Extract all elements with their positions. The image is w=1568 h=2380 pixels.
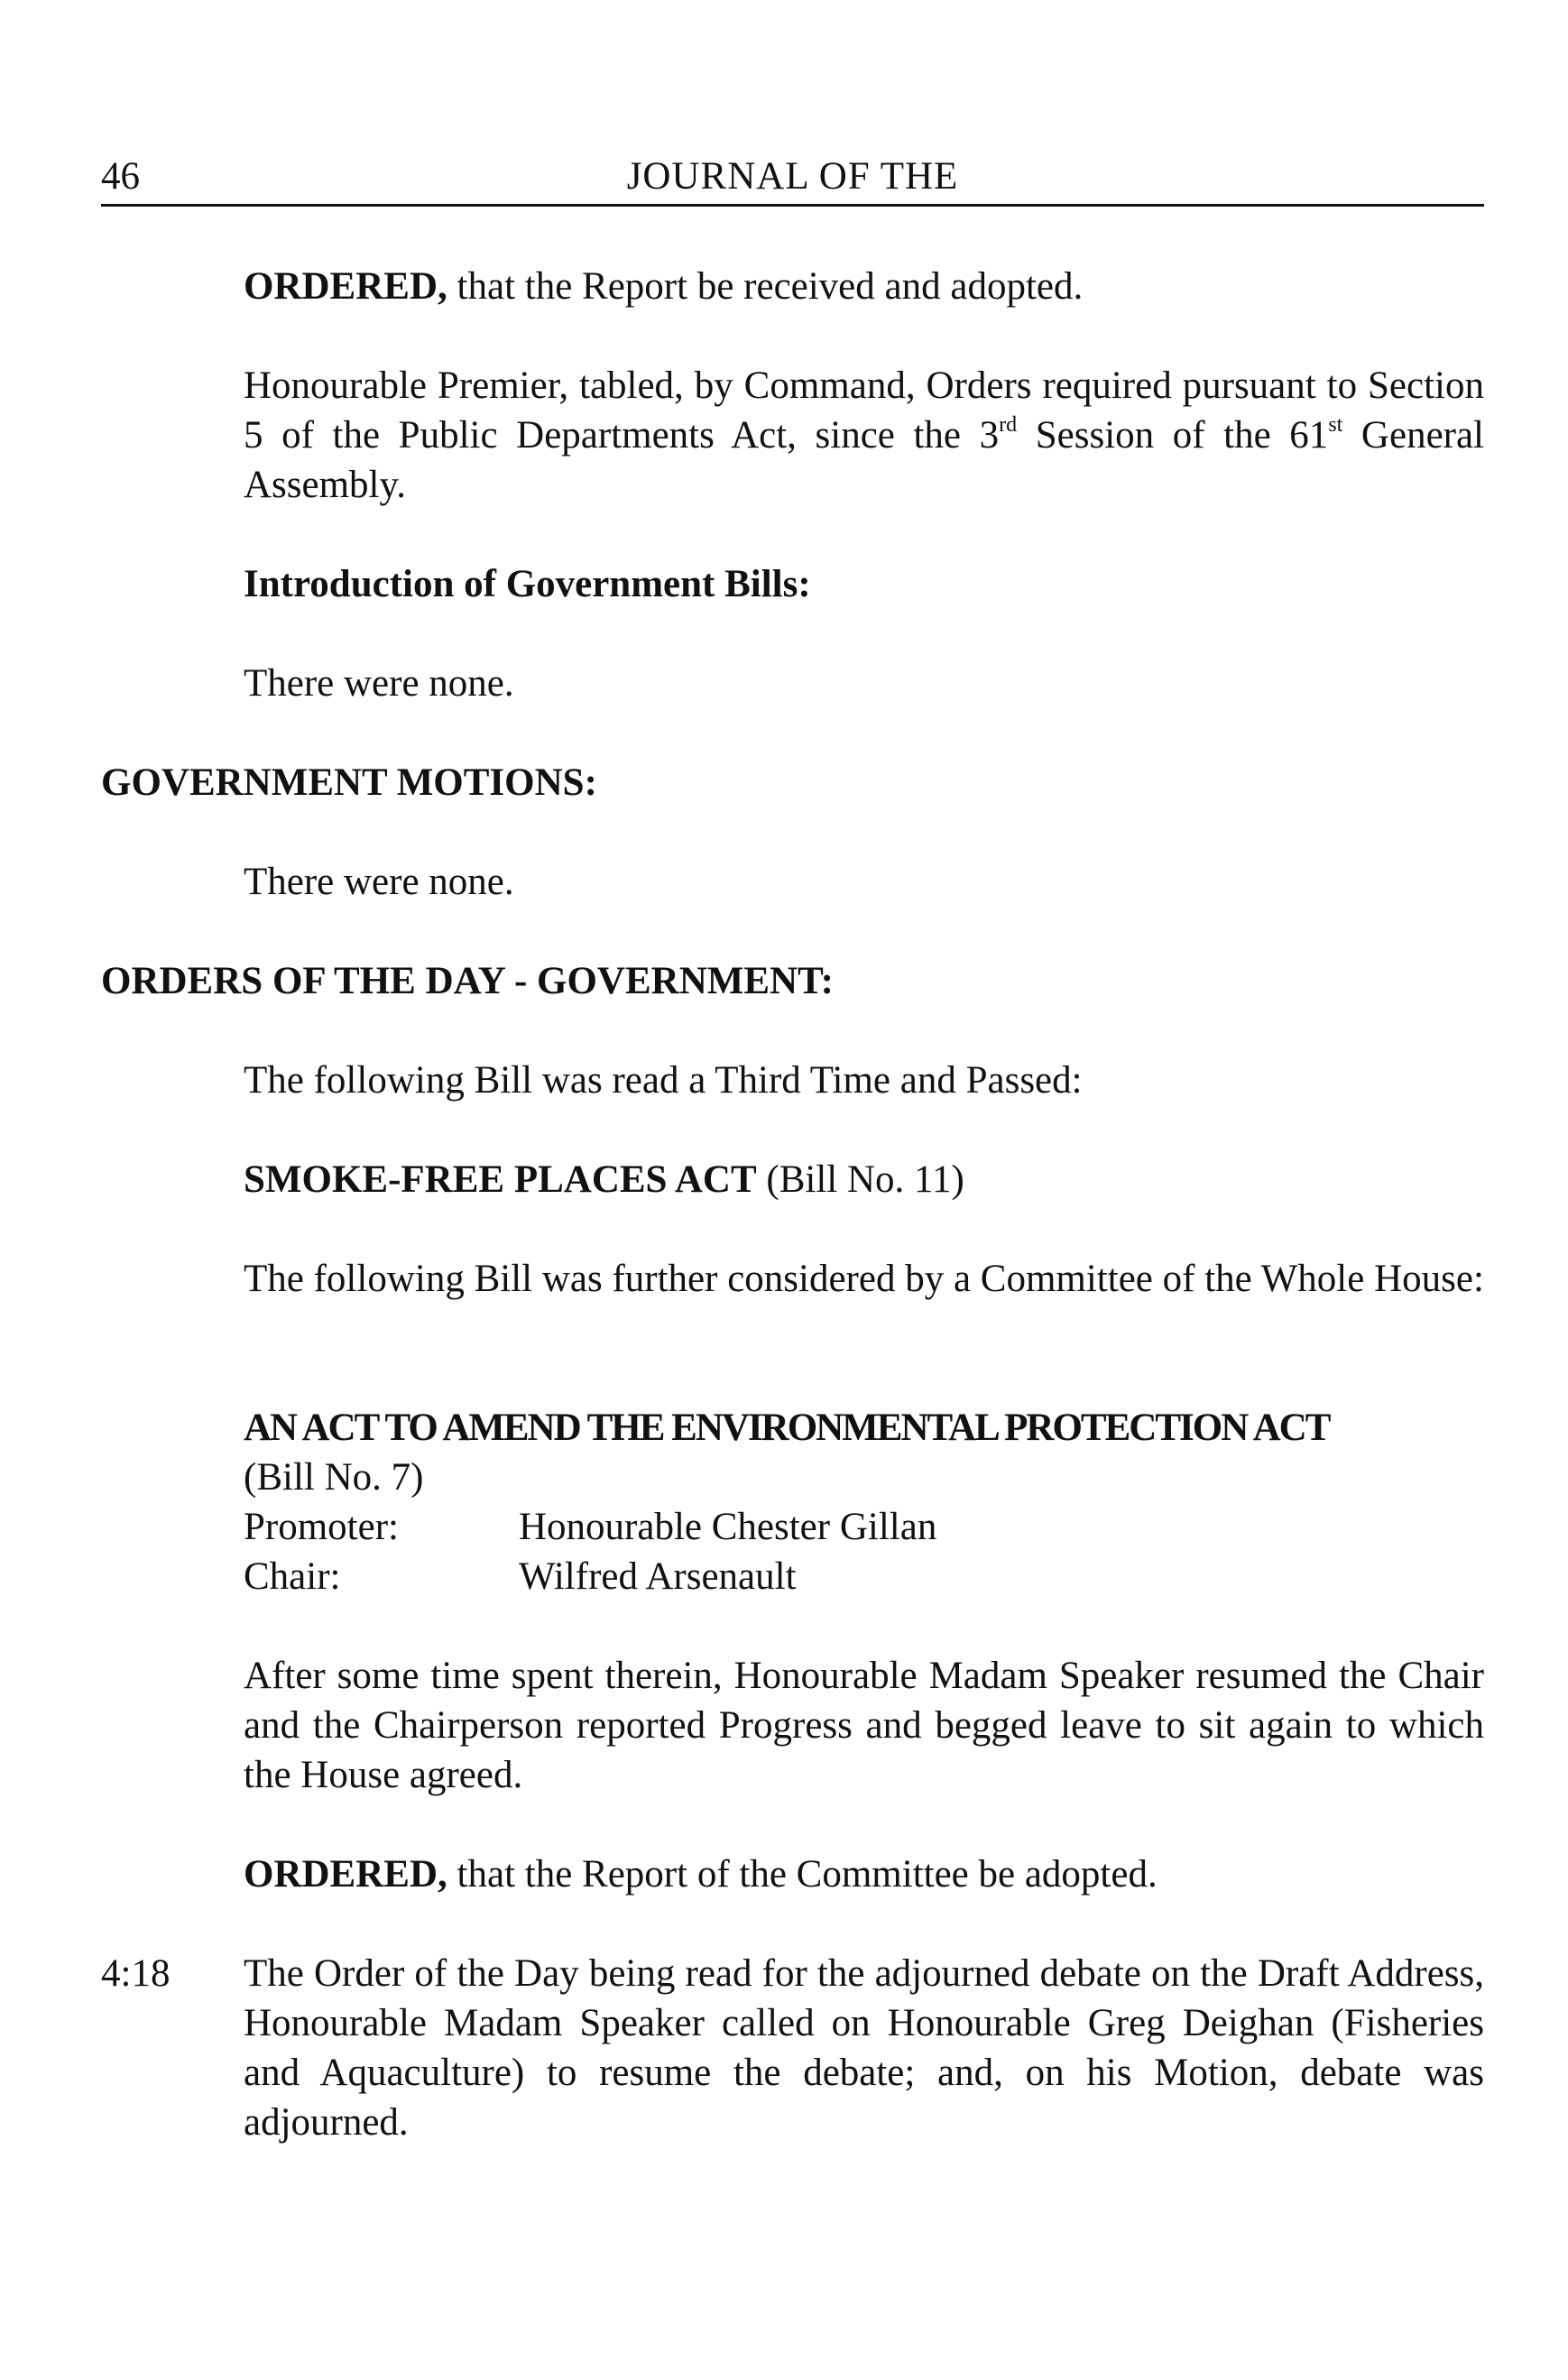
- orders-of-the-day-heading: ORDERS OF THE DAY - GOVERNMENT:: [101, 960, 834, 1002]
- tabled-text-1: Honourable Premier, tabled, by Command, Orders required pursuant to Section 5 of the Public Departments Act, since the 3: [244, 364, 1484, 457]
- tabled-text-2: Session of the 61: [1017, 414, 1329, 457]
- chair-row: [244, 1552, 1484, 1601]
- committee-report-paragraph: After some time spent therein, Honourable Madam Speaker resumed the Chair and the Chairperson reported Progress and begged leave to sit again to which the House agreed.: [244, 1655, 1484, 1796]
- ordered-committee-report: [244, 1850, 1484, 1899]
- running-title: JOURNAL OF THE: [626, 155, 959, 198]
- bill-11-title: SMOKE-FREE PLACES ACT: [244, 1158, 757, 1201]
- promoter-value: Honourable Chester Gillan: [519, 1506, 937, 1548]
- committee-intro: The following Bill was further considered by a Committee of the Whole House:: [244, 1258, 1484, 1300]
- tabled-text-3: General Assembly.: [244, 414, 1485, 506]
- time-stamp: 4:18: [101, 1952, 171, 1995]
- tabled-orders-paragraph: [244, 361, 1484, 510]
- bill-7-details: [244, 1502, 1484, 1601]
- bill-7-title: AN ACT TO AMEND THE ENVIRONMENTAL PROTECTION ACT: [244, 1407, 1330, 1449]
- ordered-label-2: ORDERED,: [244, 1853, 447, 1896]
- page-header: [101, 152, 1484, 207]
- promoter-label: Promoter:: [244, 1506, 399, 1548]
- third-reading-intro: The following Bill was read a Third Time and Passed:: [244, 1059, 1083, 1102]
- ordered-label: ORDERED,: [244, 265, 447, 308]
- ordered-report-received: [244, 262, 1484, 311]
- government-motions-heading: GOVERNMENT MOTIONS:: [101, 761, 597, 804]
- bill-7-number: (Bill No. 7): [244, 1456, 424, 1499]
- ordinal-suffix-st: st: [1328, 413, 1343, 437]
- chair-value: Wilfred Arsenault: [519, 1555, 797, 1598]
- promoter-row: [244, 1502, 1484, 1552]
- ordinal-suffix-rd: rd: [999, 413, 1018, 437]
- intro-bills-heading: Introduction of Government Bills:: [244, 563, 811, 605]
- chair-label: Chair:: [244, 1555, 341, 1598]
- ordered-text: that the Report be received and adopted.: [447, 265, 1084, 308]
- intro-bills-none: There were none.: [244, 662, 514, 705]
- page-number: 46: [101, 155, 140, 198]
- bill-11-entry: [244, 1155, 1484, 1204]
- bill-11-number: (Bill No. 11): [756, 1158, 964, 1201]
- ordered-text-2: that the Report of the Committee be adopted.: [447, 1853, 1158, 1896]
- government-motions-none: There were none.: [244, 861, 514, 903]
- adjourned-debate-paragraph: The Order of the Day being read for the adjourned debate on the Draft Address, Honourable Madam Speaker called on Honourable Greg Deighan (Fisheries and Aquaculture) to resume the debate; and, on his Motion, debate was adjourned.: [244, 1952, 1484, 2144]
